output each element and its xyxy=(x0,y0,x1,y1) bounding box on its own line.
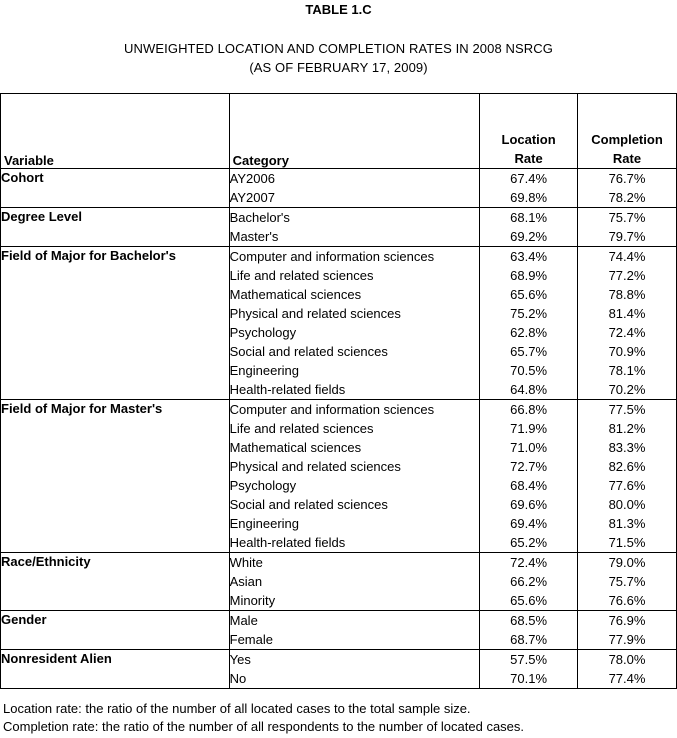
completion-rate-cell: 72.4% xyxy=(578,323,677,342)
header-category: Category xyxy=(229,94,480,169)
completion-rate-cell: 74.4% xyxy=(578,247,677,267)
location-rate-cell: 57.5% xyxy=(480,650,578,670)
location-rate-cell: 64.8% xyxy=(480,380,578,400)
table-row xyxy=(1,400,677,420)
completion-rate-cell: 78.0% xyxy=(578,650,677,670)
header-location-line1: Location xyxy=(501,132,556,147)
category-cell: White xyxy=(229,553,480,573)
location-rate-cell: 68.4% xyxy=(480,476,578,495)
category-cell: Computer and information sciences xyxy=(229,247,480,267)
location-rate-cell: 68.7% xyxy=(480,630,578,650)
completion-rate-cell: 77.9% xyxy=(578,630,677,650)
category-cell: Psychology xyxy=(229,323,480,342)
location-rate-cell: 68.1% xyxy=(480,208,578,228)
location-rate-cell: 65.6% xyxy=(480,591,578,611)
header-completion-line2: Rate xyxy=(612,151,642,166)
completion-rate-cell: 78.2% xyxy=(578,188,677,208)
location-rate-cell: 65.6% xyxy=(480,285,578,304)
variable-cell: Field of Major for Bachelor's xyxy=(1,247,230,400)
completion-rate-cell: 71.5% xyxy=(578,533,677,553)
table-title: TABLE 1.C xyxy=(305,2,372,17)
completion-rate-cell: 76.7% xyxy=(578,169,677,189)
location-rate-cell: 69.6% xyxy=(480,495,578,514)
header-row xyxy=(1,94,677,169)
location-rate-cell: 72.7% xyxy=(480,457,578,476)
category-cell: Asian xyxy=(229,572,480,591)
category-cell: No xyxy=(229,669,480,689)
category-cell: Health-related fields xyxy=(229,380,480,400)
completion-rate-cell: 77.4% xyxy=(578,669,677,689)
completion-rate-cell: 76.6% xyxy=(578,591,677,611)
location-rate-cell: 70.1% xyxy=(480,669,578,689)
category-cell: Female xyxy=(229,630,480,650)
completion-rate-cell: 77.2% xyxy=(578,266,677,285)
table-row xyxy=(1,611,677,631)
completion-rate-cell: 83.3% xyxy=(578,438,677,457)
location-rate-cell: 70.5% xyxy=(480,361,578,380)
location-rate-cell: 67.4% xyxy=(480,169,578,189)
variable-cell: Degree Level xyxy=(1,208,230,247)
location-rate-cell: 68.5% xyxy=(480,611,578,631)
variable-cell: Gender xyxy=(1,611,230,650)
rates-table xyxy=(0,93,677,689)
footnote-location-rate: Location rate: the ratio of the number of all located cases to the total sample size. xyxy=(3,701,471,716)
completion-rate-cell: 70.9% xyxy=(578,342,677,361)
completion-rate-cell: 75.7% xyxy=(578,572,677,591)
header-location-line2: Rate xyxy=(514,151,543,166)
location-rate-cell: 68.9% xyxy=(480,266,578,285)
table-row xyxy=(1,553,677,573)
category-cell: Mathematical sciences xyxy=(229,285,480,304)
completion-rate-cell: 77.5% xyxy=(578,400,677,420)
location-rate-cell: 69.2% xyxy=(480,227,578,247)
variable-cell: Nonresident Alien xyxy=(1,650,230,689)
category-cell: Male xyxy=(229,611,480,631)
completion-rate-cell: 80.0% xyxy=(578,495,677,514)
category-cell: Physical and related sciences xyxy=(229,304,480,323)
variable-cell: Field of Major for Master's xyxy=(1,400,230,553)
completion-rate-cell: 81.4% xyxy=(578,304,677,323)
variable-cell: Race/Ethnicity xyxy=(1,553,230,611)
table-subtitle-date: (AS OF FEBRUARY 17, 2009) xyxy=(249,60,428,75)
header-variable: Variable xyxy=(1,94,230,169)
table-subtitle: UNWEIGHTED LOCATION AND COMPLETION RATES IN 2008 NSRCG xyxy=(124,41,553,56)
location-rate-cell: 69.4% xyxy=(480,514,578,533)
completion-rate-cell: 70.2% xyxy=(578,380,677,400)
category-cell: Life and related sciences xyxy=(229,266,480,285)
completion-rate-cell: 76.9% xyxy=(578,611,677,631)
category-cell: AY2006 xyxy=(229,169,480,189)
table-row xyxy=(1,208,677,228)
category-cell: Health-related fields xyxy=(229,533,480,553)
category-cell: AY2007 xyxy=(229,188,480,208)
category-cell: Engineering xyxy=(229,514,480,533)
category-cell: Minority xyxy=(229,591,480,611)
category-cell: Psychology xyxy=(229,476,480,495)
rates-table-body xyxy=(1,94,677,689)
completion-rate-cell: 81.2% xyxy=(578,419,677,438)
category-cell: Master's xyxy=(229,227,480,247)
location-rate-cell: 72.4% xyxy=(480,553,578,573)
header-completion-line1: Completion xyxy=(591,132,663,147)
location-rate-cell: 66.8% xyxy=(480,400,578,420)
location-rate-cell: 66.2% xyxy=(480,572,578,591)
completion-rate-cell: 79.0% xyxy=(578,553,677,573)
location-rate-cell: 71.0% xyxy=(480,438,578,457)
completion-rate-cell: 82.6% xyxy=(578,457,677,476)
completion-rate-cell: 78.8% xyxy=(578,285,677,304)
variable-cell: Cohort xyxy=(1,169,230,208)
completion-rate-cell: 81.3% xyxy=(578,514,677,533)
category-cell: Social and related sciences xyxy=(229,495,480,514)
category-cell: Physical and related sciences xyxy=(229,457,480,476)
location-rate-cell: 75.2% xyxy=(480,304,578,323)
category-cell: Yes xyxy=(229,650,480,670)
header-completion-rate xyxy=(578,94,677,169)
location-rate-cell: 69.8% xyxy=(480,188,578,208)
category-cell: Life and related sciences xyxy=(229,419,480,438)
completion-rate-cell: 79.7% xyxy=(578,227,677,247)
completion-rate-cell: 75.7% xyxy=(578,208,677,228)
category-cell: Computer and information sciences xyxy=(229,400,480,420)
footnote-completion-rate: Completion rate: the ratio of the number of all respondents to the number of located cases. xyxy=(3,719,525,734)
table-row xyxy=(1,247,677,267)
completion-rate-cell: 78.1% xyxy=(578,361,677,380)
location-rate-cell: 63.4% xyxy=(480,247,578,267)
table-row xyxy=(1,650,677,670)
category-cell: Social and related sciences xyxy=(229,342,480,361)
location-rate-cell: 71.9% xyxy=(480,419,578,438)
location-rate-cell: 62.8% xyxy=(480,323,578,342)
completion-rate-cell: 77.6% xyxy=(578,476,677,495)
table-row xyxy=(1,169,677,189)
location-rate-cell: 65.7% xyxy=(480,342,578,361)
category-cell: Bachelor's xyxy=(229,208,480,228)
category-cell: Mathematical sciences xyxy=(229,438,480,457)
category-cell: Engineering xyxy=(229,361,480,380)
location-rate-cell: 65.2% xyxy=(480,533,578,553)
header-location-rate xyxy=(480,94,578,169)
